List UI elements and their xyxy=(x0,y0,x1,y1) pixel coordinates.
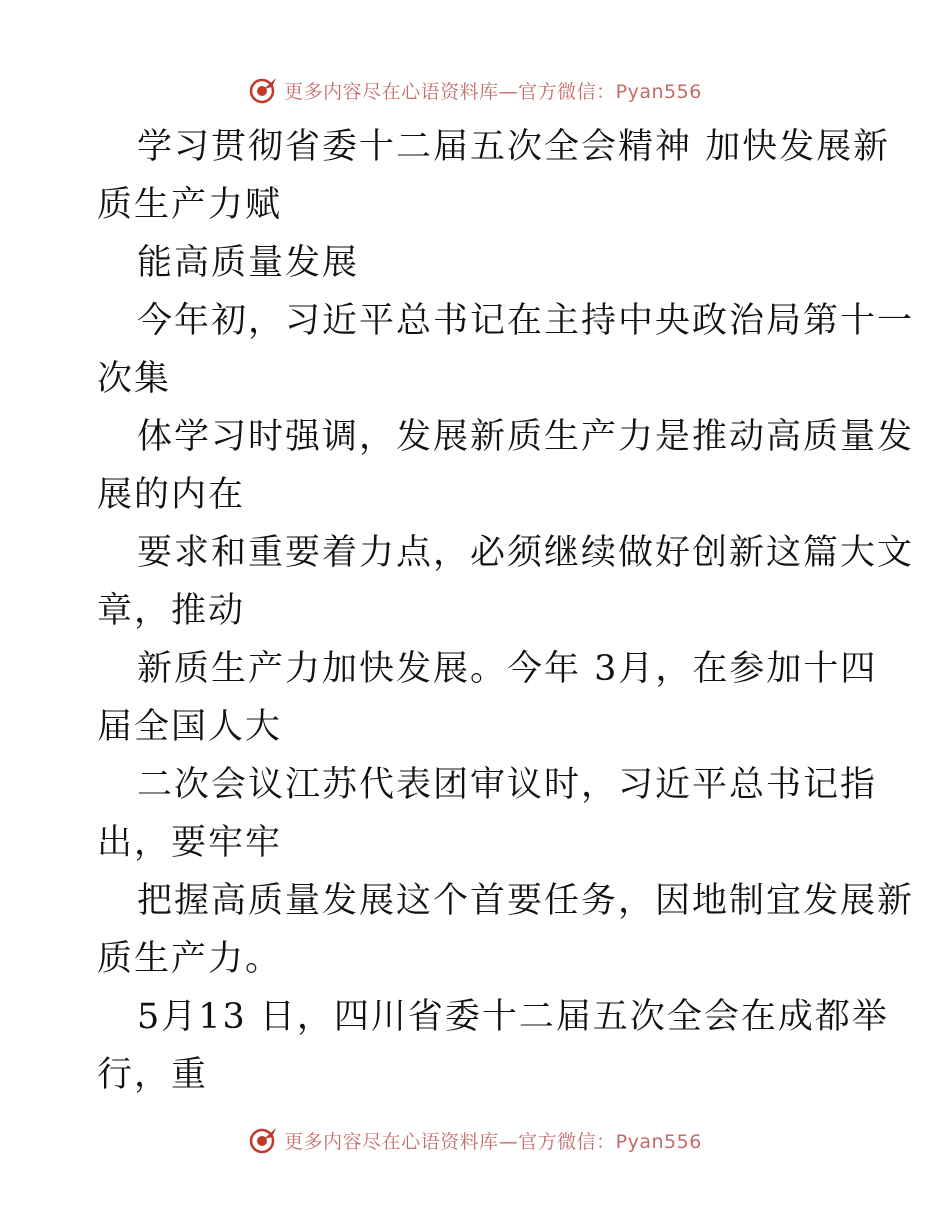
text-line: 质生产力。 xyxy=(97,939,283,979)
text-line: 出，要牢牢 xyxy=(97,823,283,863)
text-line: 能高质量发展 xyxy=(137,243,360,283)
document-body xyxy=(97,118,915,1104)
text-line: 展的内在 xyxy=(97,475,246,515)
text-line: 行，重 xyxy=(97,1055,209,1095)
text-line: 体学习时强调，发展新质生产力是推动高质量发 xyxy=(137,417,915,457)
text-line: 章，推动 xyxy=(97,591,246,631)
text-line: 5月13 日，四川省委十二届五次全会在成都举 xyxy=(137,997,889,1037)
watermark-text: 更多内容尽在心语资料库—官方微信：Pyan556 xyxy=(284,80,702,103)
text-line: 把握高质量发展这个首要任务，因地制宜发展新 xyxy=(137,881,915,921)
watermark-text: 更多内容尽在心语资料库—官方微信：Pyan556 xyxy=(284,1130,702,1153)
text-line: 质生产力赋 xyxy=(97,185,283,225)
watermark-header xyxy=(0,70,950,110)
text-line: 学习贯彻省委十二届五次全会精神 加快发展新 xyxy=(137,127,891,167)
watermark-footer xyxy=(0,1120,950,1160)
text-line: 二次会议江苏代表团审议时，习近平总书记指 xyxy=(137,765,878,805)
text-line: 新质生产力加快发展。今年 3月，在参加十四 xyxy=(137,649,878,689)
text-line: 届全国人大 xyxy=(97,707,283,747)
logo-icon xyxy=(248,75,278,105)
text-line: 要求和重要着力点，必须继续做好创新这篇大文 xyxy=(137,533,915,573)
text-line: 今年初，习近平总书记在主持中央政治局第十一 xyxy=(137,301,915,341)
logo-icon xyxy=(248,1125,278,1155)
text-line: 次集 xyxy=(97,359,172,399)
